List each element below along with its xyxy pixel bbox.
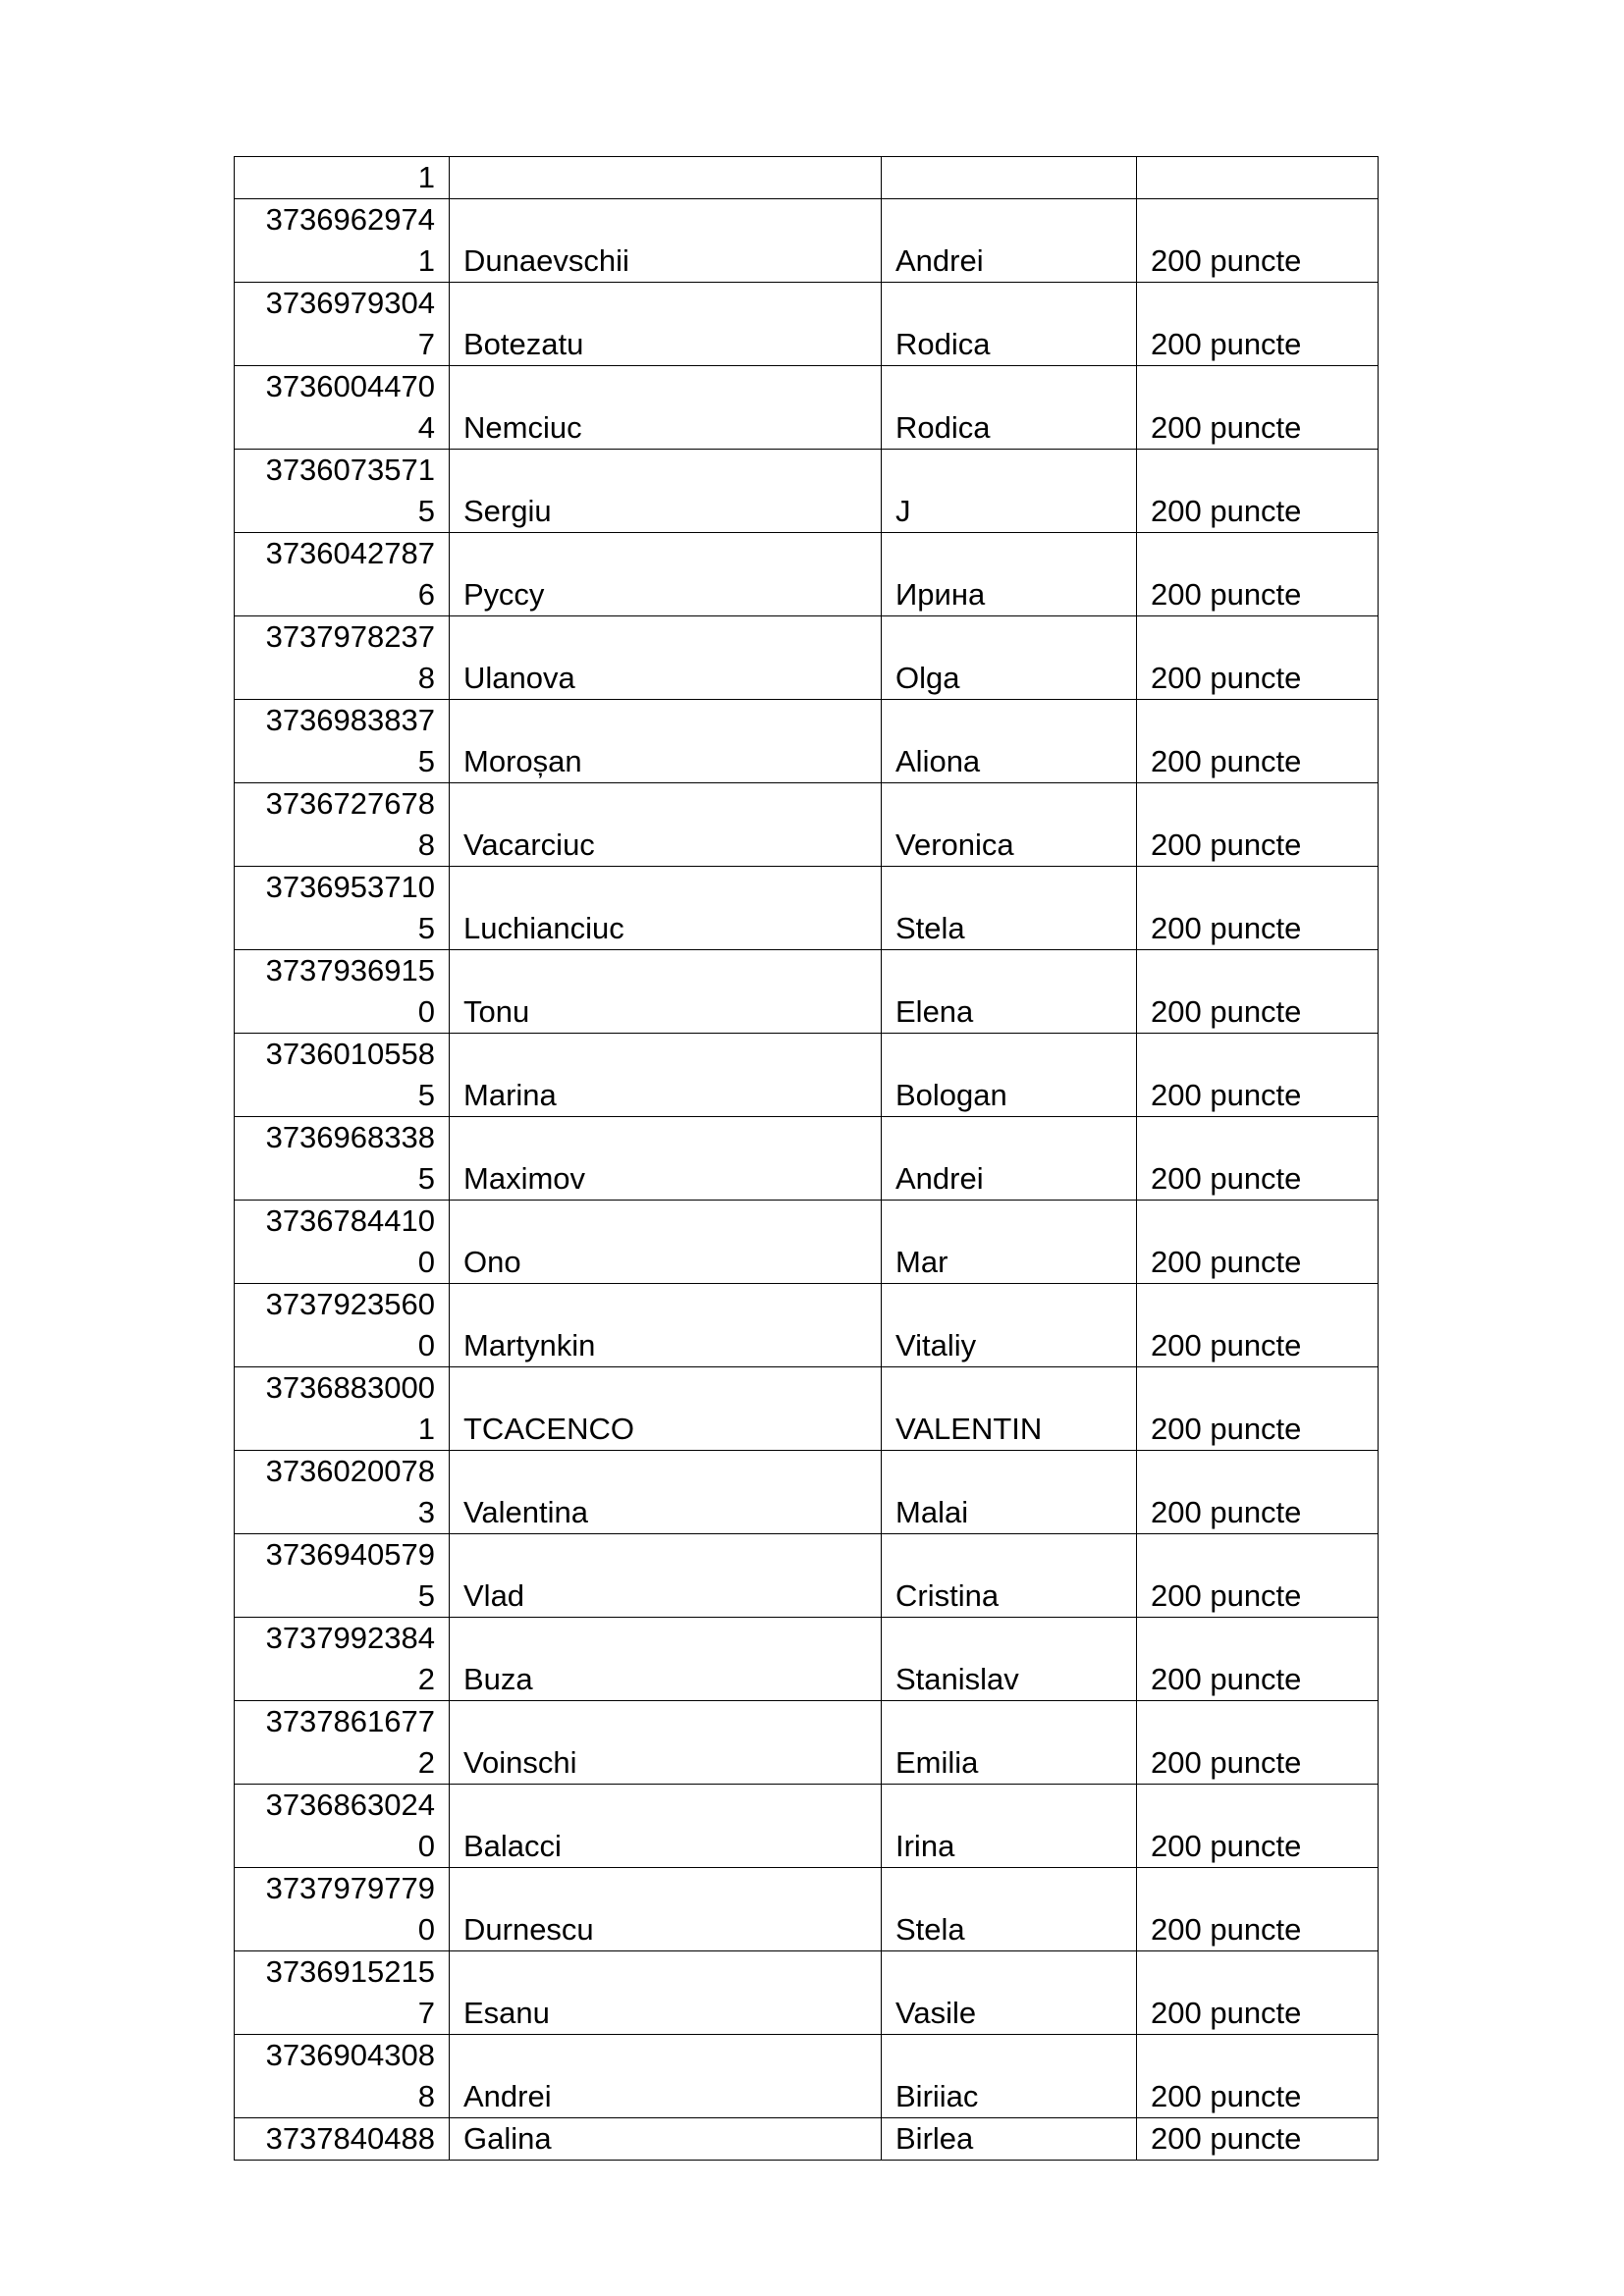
table-row — [235, 1868, 1379, 1951]
phone-number-tail: 1 — [417, 160, 435, 194]
last-name-cell: Nemciuc — [450, 366, 882, 450]
last-name-cell: Vacarciuc — [450, 783, 882, 867]
phone-number-line2: 0 — [417, 1829, 435, 1863]
points-cell: 200 puncte — [1137, 533, 1379, 616]
phone-number-line1: 3736863024 — [265, 1788, 435, 1822]
table-row — [235, 1618, 1379, 1701]
phone-number-line2: 1 — [417, 243, 435, 278]
phone-cell — [235, 1951, 450, 2035]
last-name-cell: Martynkin — [450, 1284, 882, 1367]
first-name-cell — [882, 157, 1137, 199]
phone-cell — [235, 1451, 450, 1534]
phone-number-line1: 3736968338 — [265, 1120, 435, 1154]
points-cell: 200 puncte — [1137, 2035, 1379, 2118]
phone-number-line1: 3736073571 — [265, 453, 435, 487]
points-cell: 200 puncte — [1137, 1701, 1379, 1785]
points-cell: 200 puncte — [1137, 1284, 1379, 1367]
phone-number-line2: 2 — [417, 1745, 435, 1780]
last-name-cell: Tonu — [450, 950, 882, 1034]
last-name-cell: Marina — [450, 1034, 882, 1117]
first-name-cell: Bologan — [882, 1034, 1137, 1117]
phone-cell — [235, 157, 450, 199]
table-row — [235, 1201, 1379, 1284]
phone-number-line2: 3 — [417, 1495, 435, 1529]
points-cell: 200 puncte — [1137, 616, 1379, 700]
points-cell: 200 puncte — [1137, 1367, 1379, 1451]
phone-number-line2: 5 — [417, 494, 435, 528]
first-name-cell: Rodica — [882, 283, 1137, 366]
phone-number-line2: 4 — [417, 410, 435, 445]
first-name-cell: Stanislav — [882, 1618, 1137, 1701]
phone-cell — [235, 1201, 450, 1284]
last-name-cell: Botezatu — [450, 283, 882, 366]
phone-number-line1: 3736020078 — [265, 1454, 435, 1488]
last-name-cell: Andrei — [450, 2035, 882, 2118]
table-row — [235, 616, 1379, 700]
table-row — [235, 1701, 1379, 1785]
points-cell: 200 puncte — [1137, 783, 1379, 867]
first-name-cell: Andrei — [882, 199, 1137, 283]
table-row — [235, 700, 1379, 783]
results-table — [234, 156, 1379, 2161]
first-name-cell: Irina — [882, 1785, 1137, 1868]
phone-number-line2: 5 — [417, 1161, 435, 1196]
phone-number-line1: 3737992384 — [265, 1621, 435, 1655]
first-name-cell: Vasile — [882, 1951, 1137, 2035]
points-cell: 200 puncte — [1137, 1117, 1379, 1201]
phone-cell — [235, 1284, 450, 1367]
phone-number-line2: 5 — [417, 1078, 435, 1112]
last-name-cell: Balacci — [450, 1785, 882, 1868]
table-row — [235, 533, 1379, 616]
phone-cell — [235, 867, 450, 950]
table-row — [235, 199, 1379, 283]
phone-number-line1: 3737936915 — [265, 953, 435, 988]
table-row — [235, 783, 1379, 867]
table-row-continued — [235, 157, 1379, 199]
phone-cell — [235, 283, 450, 366]
points-cell: 200 puncte — [1137, 867, 1379, 950]
phone-cell — [235, 1785, 450, 1868]
phone-cell — [235, 199, 450, 283]
last-name-cell: Руссу — [450, 533, 882, 616]
phone-cell — [235, 783, 450, 867]
table-row — [235, 867, 1379, 950]
points-cell: 200 puncte — [1137, 1534, 1379, 1618]
points-cell: 200 puncte — [1137, 1618, 1379, 1701]
table-row — [235, 1034, 1379, 1117]
first-name-cell: Elena — [882, 950, 1137, 1034]
phone-number-line2: 0 — [417, 1245, 435, 1279]
last-name-cell: Buza — [450, 1618, 882, 1701]
phone-cell — [235, 533, 450, 616]
phone-number-line2: 0 — [417, 994, 435, 1029]
phone-number-line2: 8 — [417, 661, 435, 695]
table-row — [235, 1451, 1379, 1534]
table-row — [235, 1367, 1379, 1451]
phone-number-line1: 3737923560 — [265, 1287, 435, 1321]
last-name-cell: Luchianciuc — [450, 867, 882, 950]
points-cell: 200 puncte — [1137, 950, 1379, 1034]
first-name-cell: Stela — [882, 1868, 1137, 1951]
first-name-cell: Stela — [882, 867, 1137, 950]
last-name-cell: Vlad — [450, 1534, 882, 1618]
phone-cell — [235, 1117, 450, 1201]
phone-cell — [235, 450, 450, 533]
phone-cell — [235, 700, 450, 783]
phone-cell — [235, 950, 450, 1034]
first-name-cell: Aliona — [882, 700, 1137, 783]
last-name-cell: Dunaevschii — [450, 199, 882, 283]
last-name-cell: Voinschi — [450, 1701, 882, 1785]
phone-number-line1: 3736010558 — [265, 1037, 435, 1071]
phone-number-line2: 7 — [417, 1996, 435, 2030]
table-row — [235, 1117, 1379, 1201]
phone-number: 3737840488 — [265, 2121, 435, 2156]
last-name-cell: Esanu — [450, 1951, 882, 2035]
first-name-cell: VALENTIN — [882, 1367, 1137, 1451]
last-name-cell: Maximov — [450, 1117, 882, 1201]
phone-cell — [235, 1701, 450, 1785]
points-cell: 200 puncte — [1137, 700, 1379, 783]
phone-number-line2: 8 — [417, 2079, 435, 2113]
phone-number-line1: 3736727678 — [265, 786, 435, 821]
first-name-cell: J — [882, 450, 1137, 533]
table-row — [235, 950, 1379, 1034]
phone-number-line1: 3736904308 — [265, 2038, 435, 2072]
first-name-cell: Rodica — [882, 366, 1137, 450]
first-name-cell: Veronica — [882, 783, 1137, 867]
table-row — [235, 2035, 1379, 2118]
table-row — [235, 1785, 1379, 1868]
first-name-cell: Birlea — [882, 2118, 1137, 2161]
last-name-cell: Ulanova — [450, 616, 882, 700]
phone-cell — [235, 1367, 450, 1451]
table-row — [235, 1284, 1379, 1367]
phone-cell — [235, 2035, 450, 2118]
points-cell: 200 puncte — [1137, 1868, 1379, 1951]
phone-number-line2: 5 — [417, 744, 435, 778]
phone-cell — [235, 1868, 450, 1951]
phone-cell — [235, 616, 450, 700]
phone-number-line2: 2 — [417, 1662, 435, 1696]
phone-number-line2: 8 — [417, 828, 435, 862]
points-cell: 200 puncte — [1137, 1201, 1379, 1284]
first-name-cell: Malai — [882, 1451, 1137, 1534]
last-name-cell: Durnescu — [450, 1868, 882, 1951]
table-row — [235, 366, 1379, 450]
phone-number-line1: 3736883000 — [265, 1370, 435, 1405]
phone-number-line1: 3736962974 — [265, 202, 435, 237]
phone-number-line2: 5 — [417, 1578, 435, 1613]
points-cell — [1137, 157, 1379, 199]
phone-number-line2: 7 — [417, 327, 435, 361]
points-cell: 200 puncte — [1137, 366, 1379, 450]
first-name-cell: Ирина — [882, 533, 1137, 616]
phone-number-line1: 3736983837 — [265, 703, 435, 737]
points-cell: 200 puncte — [1137, 1951, 1379, 2035]
points-cell: 200 puncte — [1137, 283, 1379, 366]
points-cell: 200 puncte — [1137, 2118, 1379, 2161]
phone-cell — [235, 366, 450, 450]
last-name-cell: TCACENCO — [450, 1367, 882, 1451]
phone-number-line1: 3737978237 — [265, 619, 435, 654]
last-name-cell: Galina — [450, 2118, 882, 2161]
first-name-cell: Andrei — [882, 1117, 1137, 1201]
points-cell: 200 puncte — [1137, 450, 1379, 533]
phone-number-line2: 1 — [417, 1412, 435, 1446]
table-row — [235, 450, 1379, 533]
phone-number-line1: 3736953710 — [265, 870, 435, 904]
phone-number-line1: 3737861677 — [265, 1704, 435, 1738]
table-body — [235, 157, 1379, 2161]
first-name-cell: Emilia — [882, 1701, 1137, 1785]
phone-number-line1: 3736042787 — [265, 536, 435, 570]
phone-cell — [235, 1618, 450, 1701]
phone-number-line1: 3736784410 — [265, 1203, 435, 1238]
points-cell: 200 puncte — [1137, 199, 1379, 283]
table-row — [235, 1534, 1379, 1618]
phone-number-line2: 5 — [417, 911, 435, 945]
phone-number-line1: 3736915215 — [265, 1954, 435, 1989]
phone-cell — [235, 1034, 450, 1117]
last-name-cell: Ono — [450, 1201, 882, 1284]
phone-cell — [235, 2118, 450, 2161]
first-name-cell: Olga — [882, 616, 1137, 700]
phone-number-line1: 3736940579 — [265, 1537, 435, 1572]
phone-number-line1: 3736979304 — [265, 286, 435, 320]
table-row — [235, 283, 1379, 366]
last-name-cell: Moroșan — [450, 700, 882, 783]
phone-number-line1: 3736004470 — [265, 369, 435, 403]
points-cell: 200 puncte — [1137, 1451, 1379, 1534]
first-name-cell: Vitaliy — [882, 1284, 1137, 1367]
phone-cell — [235, 1534, 450, 1618]
phone-number-line2: 0 — [417, 1328, 435, 1362]
phone-number-line2: 6 — [417, 577, 435, 612]
last-name-cell: Valentina — [450, 1451, 882, 1534]
table-row — [235, 1951, 1379, 2035]
points-cell: 200 puncte — [1137, 1034, 1379, 1117]
last-name-cell — [450, 157, 882, 199]
first-name-cell: Mar — [882, 1201, 1137, 1284]
first-name-cell: Biriiac — [882, 2035, 1137, 2118]
last-name-cell: Sergiu — [450, 450, 882, 533]
points-cell: 200 puncte — [1137, 1785, 1379, 1868]
phone-number-line2: 0 — [417, 1912, 435, 1947]
table-row-last — [235, 2118, 1379, 2161]
phone-number-line1: 3737979779 — [265, 1871, 435, 1905]
first-name-cell: Cristina — [882, 1534, 1137, 1618]
